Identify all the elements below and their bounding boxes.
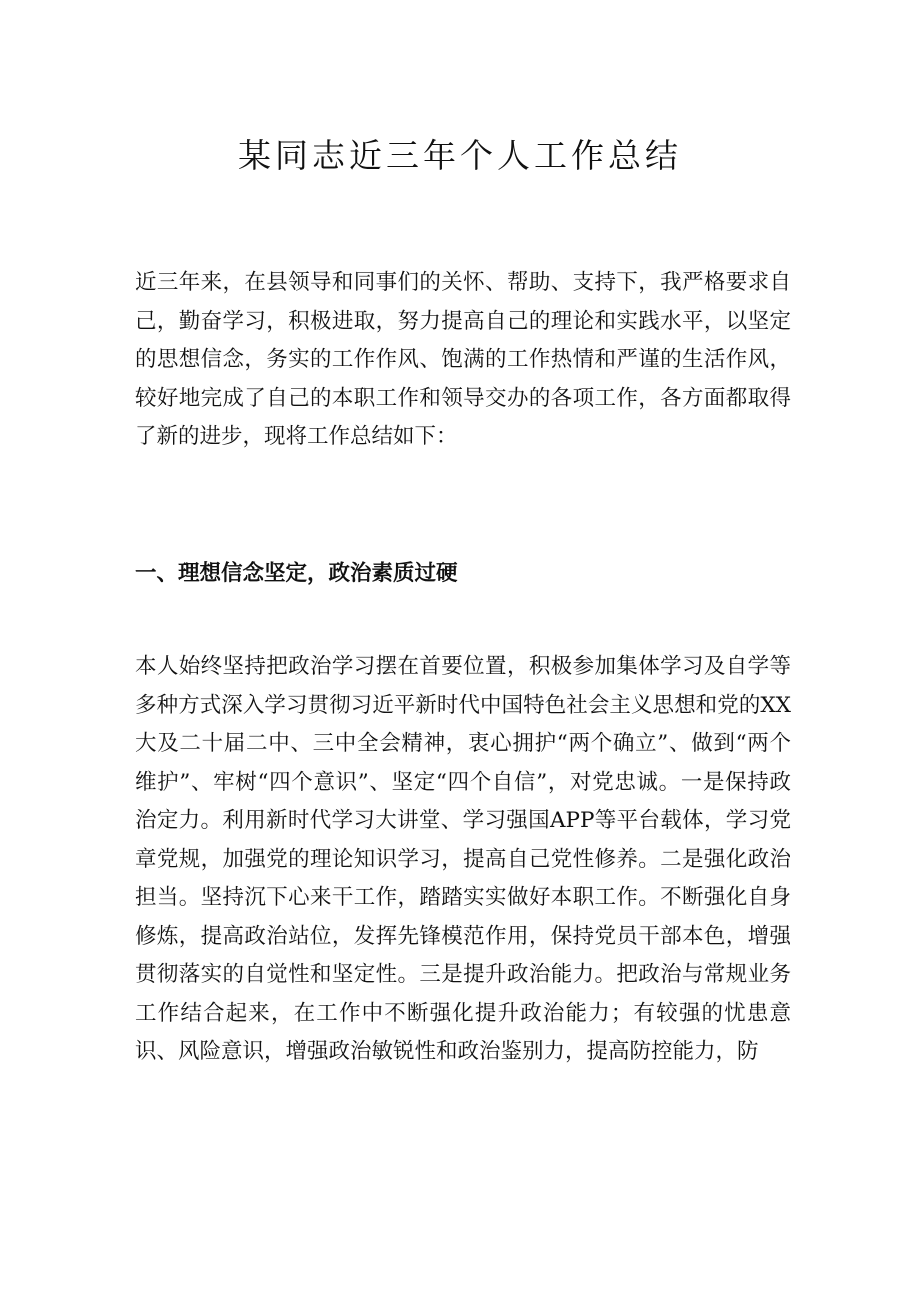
section-1-paragraph: 本人始终坚持把政治学习摆在首要位置，积极参加集体学习及自学等多种方式深入学习贯彻习近平新时代中国特色社会主义思想和党的XX大及二十届二中、三中全会精神，衷心拥护“两个确立”、做到“两个维护”、牢树“四个意识”、坚定“四个自信”，对党忠诚。一是保持政治定力。利用新时代学习大讲堂、学习强国APP等平台载体，学习党章党规，加强党的理论知识学习，提高自己党性修养。二是强化政治担当。坚持沉下心来干工作，踏踏实实做好本职工作。不断强化自身修炼，提高政治站位，发挥先锋模范作用，保持党员干部本色，增强贯彻落实的自觉性和坚定性。三是提升政治能力。把政治与常规业务工作结合起来，在工作中不断强化提升政治能力；有较强的忧患意识、风险意识，增强政治敏锐性和政治鉴别力，提高防控能力，防 xyxy=(135,654,791,1064)
intro-paragraph: 近三年来，在县领导和同事们的关怀、帮助、支持下，我严格要求自己，勤奋学习，积极进取，努力提高自己的理论和实践水平，以坚定的思想信念，务实的工作作风、饱满的工作热情和严谨的生活作风，较好地完成了自己的本职工作和领导交办的各项工作，各方面都取得了新的进步，现将工作总结如下： xyxy=(135,270,791,449)
section-heading-1: 一、理想信念坚定，政治素质过硬 xyxy=(135,561,458,586)
document-title: 某同志近三年个人工作总结 xyxy=(238,136,682,175)
